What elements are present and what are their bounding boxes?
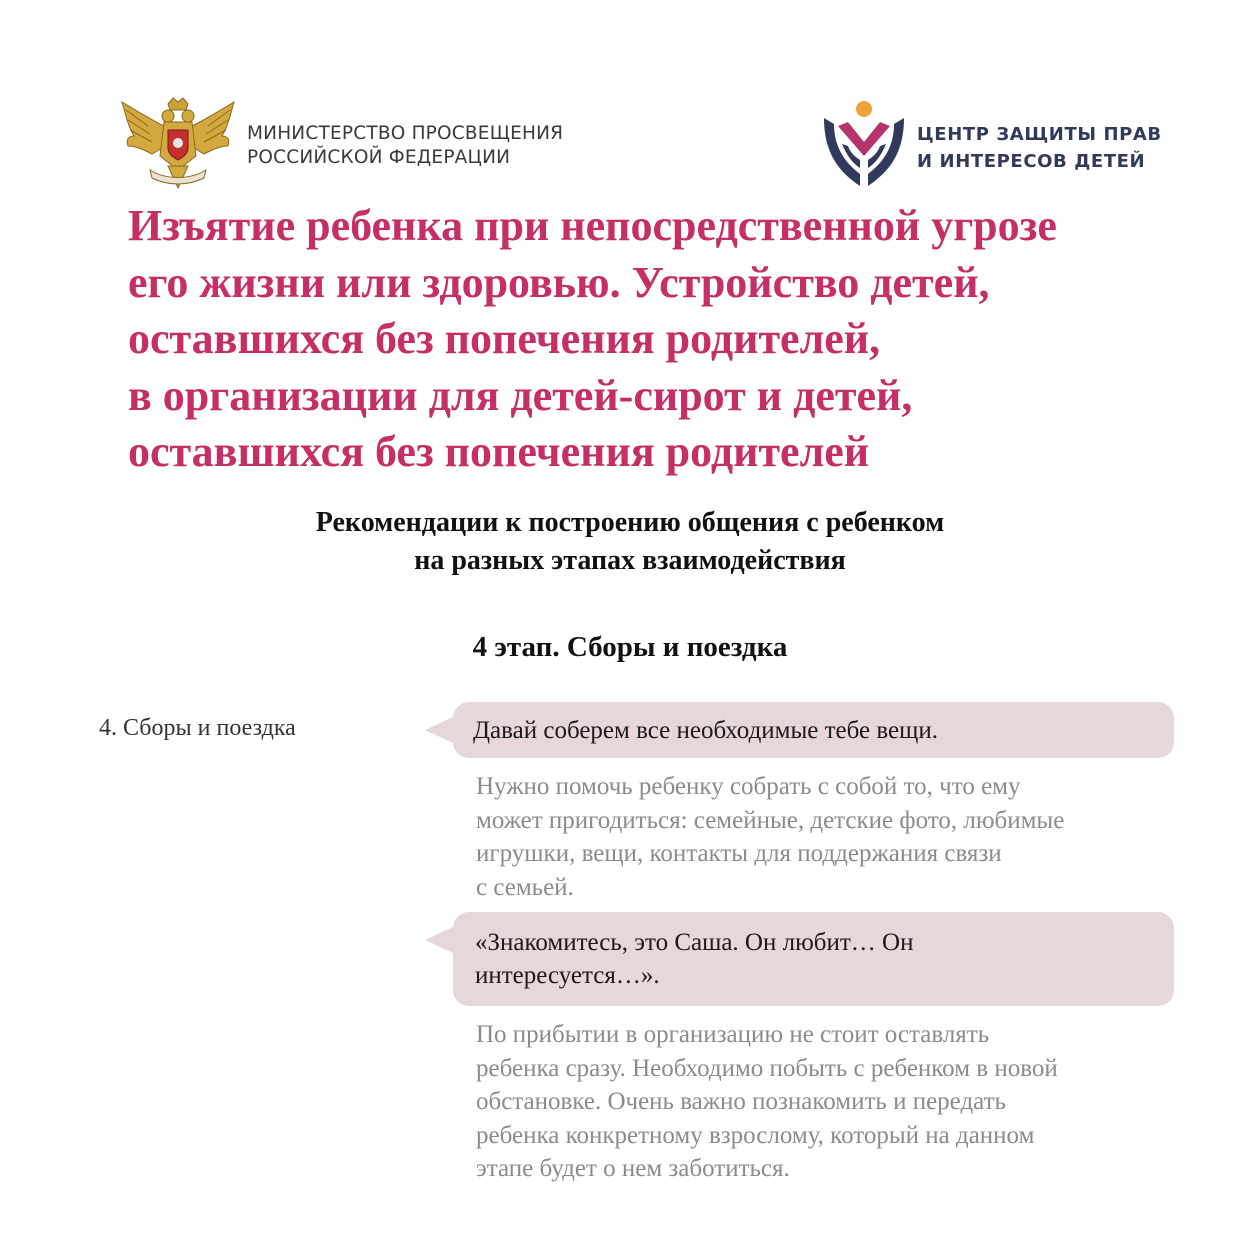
stage-label: 4. Сборы и поездка: [99, 715, 296, 741]
center-name: [917, 121, 1247, 175]
note-line: этапе будет о нем заботиться.: [476, 1155, 790, 1182]
recommendation-note: [476, 1018, 1196, 1186]
note-line: с семьей.: [476, 873, 574, 901]
subtitle-line: на разных этапах взаимодействия: [414, 545, 846, 576]
ministry-emblem: [118, 96, 238, 196]
ministry-name-line: МИНИСТЕРСТВО ПРОСВЕЩЕНИЯ: [247, 123, 564, 144]
note-line: Нужно помочь ребенку собрать с собой то, что ему: [476, 773, 1021, 800]
ministry-name-line: РОССИЙСКОЙ ФЕДЕРАЦИИ: [247, 147, 511, 168]
title-line: его жизни или здоровью. Устройство детей,: [128, 257, 990, 307]
title-line: оставшихся без попечения родителей,: [128, 314, 881, 363]
bubble-line: интересуется…».: [475, 962, 660, 989]
title-line: в организации для детей-сирот и детей,: [128, 370, 913, 420]
center-name-line: ЦЕНТР ЗАЩИТЫ ПРАВ: [917, 124, 1162, 145]
note-line: По прибытии в организацию не стоит оставлять: [476, 1021, 990, 1048]
page-title: [128, 198, 1228, 481]
center-logo: [820, 100, 908, 190]
note-line: ребенка конкретному взрослому, который на данном: [476, 1121, 1035, 1149]
ministry-name: [247, 122, 607, 170]
title-line: оставшихся без попечения родителей: [128, 427, 870, 476]
note-line: может пригодиться: семейные, детские фото, любимые: [476, 806, 1065, 834]
speech-bubble: [453, 702, 1174, 758]
note-line: обстановке. Очень важно познакомить и передать: [476, 1088, 1006, 1115]
stage-title: 4 этап. Сборы и поездка: [472, 631, 788, 663]
speech-bubble-text: Давай соберем все необходимые тебе вещи.: [473, 717, 939, 744]
subtitle: [130, 504, 1130, 580]
note-line: игрушки, вещи, контакты для поддержания связи: [476, 840, 1002, 867]
double-headed-eagle-emblem-icon: [118, 96, 238, 196]
hands-heart-logo-icon: [820, 100, 908, 190]
title-line: Изъятие ребенка при непосредственной угрозе: [128, 201, 1057, 250]
speech-bubble: [453, 912, 1174, 1006]
subtitle-line: Рекомендации к построению общения с ребенком: [315, 507, 945, 538]
speech-bubble-text: [475, 926, 913, 992]
note-line: ребенка сразу. Необходимо побыть с ребенком в новой: [476, 1054, 1058, 1082]
recommendation-note: [476, 770, 1196, 904]
center-name-line: И ИНТЕРЕСОВ ДЕТЕЙ: [917, 151, 1146, 172]
bubble-line: «Знакомитесь, это Саша. Он любит… Он: [475, 929, 914, 956]
